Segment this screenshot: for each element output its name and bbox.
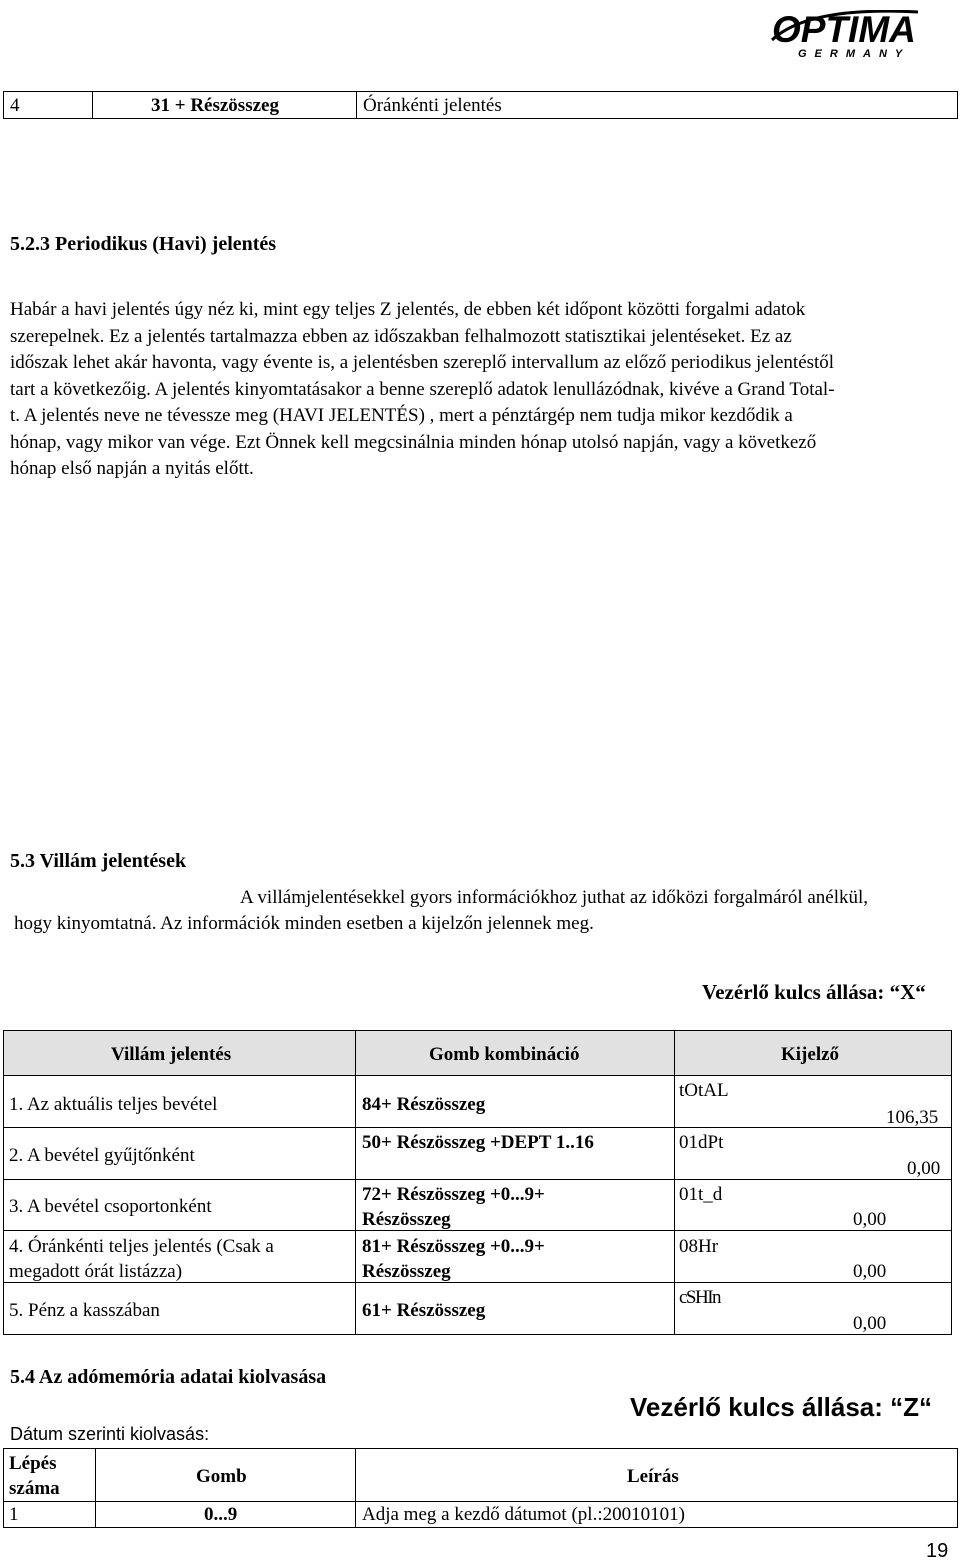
table-row-display: 08Hr bbox=[679, 1236, 719, 1257]
column-divider bbox=[355, 1031, 356, 1334]
paragraph-line: szerepelnek. Ez a jelentés tartalmazza ebben az időszakban felhalmozott statisztikai jelentéseket. Ez az bbox=[10, 325, 792, 347]
header-display: Kijelző bbox=[781, 1044, 840, 1065]
column-divider bbox=[957, 1448, 958, 1528]
table-row-name: 1. Az aktuális teljes bevétel bbox=[9, 1094, 218, 1115]
table-row-value: 106,35 bbox=[886, 1107, 939, 1128]
table-row-keys: Részösszeg bbox=[362, 1209, 451, 1230]
logo-subtitle: GERMANY bbox=[798, 48, 911, 60]
step-button: 0...9 bbox=[204, 1504, 238, 1525]
section-523-body bbox=[10, 297, 955, 483]
key-position-x: Vezérlő kulcs állása: “X“ bbox=[702, 980, 926, 1004]
logo-wordmark: OPTIMA bbox=[772, 9, 916, 50]
table-row-value: 0,00 bbox=[853, 1313, 887, 1334]
column-divider bbox=[95, 1448, 96, 1528]
row-divider bbox=[3, 1527, 958, 1528]
cell-divider bbox=[92, 92, 93, 118]
paragraph-line: hónap, vagy mikor van vége. Ezt Önnek kell megcsinálnia minden hónap utolsó napján, vagy a következő bbox=[10, 431, 817, 453]
table-row-value: 0,00 bbox=[853, 1209, 887, 1230]
row-divider bbox=[4, 1127, 951, 1128]
paragraph-line: időszak lehet akár havonta, vagy évente is, a jelentésben szereplő intervallum az előző periodikus jelentéstől bbox=[10, 352, 835, 373]
section-53-title: 5.3 Villám jelentések bbox=[10, 850, 187, 872]
table-row-keys: 84+ Részösszeg bbox=[362, 1094, 486, 1115]
header-step: száma bbox=[9, 1478, 60, 1499]
table-row-display: 01t_d bbox=[679, 1184, 723, 1205]
column-divider bbox=[355, 1448, 356, 1528]
header-description: Leírás bbox=[627, 1466, 679, 1487]
table-row-value: 0,00 bbox=[907, 1158, 941, 1179]
row-divider bbox=[4, 1230, 951, 1231]
section-53-line-1: A villámjelentésekkel gyors információkhoz juthat az időközi forgalmáról anélkül, bbox=[240, 887, 869, 908]
row-divider bbox=[4, 1179, 951, 1180]
table-row-name: 2. A bevétel gyűjtőnként bbox=[9, 1145, 195, 1166]
table-row-display: 01dPt bbox=[679, 1132, 724, 1153]
paragraph-line: tart a következőig. A jelentés kinyomtatásakor a benne szereplő adatok lenullázódnak, kivéve a Grand Total- bbox=[10, 378, 835, 400]
table-row-keys: 81+ Részösszeg +0...9+ bbox=[362, 1236, 545, 1257]
header-step: Lépés bbox=[9, 1453, 57, 1474]
paragraph-line: t. A jelentés neve ne tévessze meg (HAVI JELENTÉS) , mert a pénztárgép nem tudja mikor kezdődik a bbox=[10, 405, 793, 426]
table-row-display: tOtAL bbox=[679, 1080, 729, 1101]
optima-germany-logo bbox=[768, 10, 944, 60]
header-key-combination: Gomb kombináció bbox=[429, 1044, 580, 1065]
table-header bbox=[4, 1031, 951, 1076]
row-keys: 31 + Részösszeg bbox=[151, 95, 279, 116]
table-row-name: 3. A bevétel csoportonként bbox=[9, 1196, 212, 1217]
table-row-keys: Részösszeg bbox=[362, 1261, 451, 1282]
cell-divider bbox=[356, 92, 357, 118]
step-number: 1 bbox=[9, 1504, 19, 1525]
row-description: Óránkénti jelentés bbox=[363, 95, 502, 116]
row-number: 4 bbox=[10, 95, 20, 116]
table-row-keys: 50+ Részösszeg +DEPT 1..16 bbox=[362, 1132, 594, 1153]
report-row-4 bbox=[3, 91, 958, 119]
header-flash-report: Villám jelentés bbox=[111, 1044, 232, 1065]
table-row-keys: 61+ Részösszeg bbox=[362, 1300, 486, 1321]
page-number: 19 bbox=[926, 1540, 949, 1562]
paragraph-line: hónap első napján a nyitás előtt. bbox=[10, 458, 254, 479]
header-button: Gomb bbox=[196, 1466, 247, 1487]
table-row-name: 5. Pénz a kasszában bbox=[9, 1300, 160, 1321]
section-54-title: 5.4 Az adómemória adatai kiolvasása bbox=[10, 1366, 327, 1388]
section-523-title: 5.2.3 Periodikus (Havi) jelentés bbox=[10, 233, 277, 255]
key-position-z: Vezérlő kulcs állása: “Z“ bbox=[630, 1392, 933, 1422]
table-row-name: 4. Óránkénti teljes jelentés (Csak a bbox=[9, 1236, 274, 1257]
column-divider bbox=[674, 1031, 675, 1334]
table-row-display: cSHIn bbox=[679, 1287, 721, 1308]
date-readout-subtitle: Dátum szerinti kiolvasás: bbox=[10, 1424, 210, 1444]
step-description: Adja meg a kezdő dátumot (pl.:20010101) bbox=[362, 1504, 685, 1525]
table-row-name: megadott órát listázza) bbox=[9, 1261, 183, 1282]
date-readout-table bbox=[3, 1448, 958, 1528]
row-divider bbox=[3, 1448, 958, 1449]
flash-report-table bbox=[3, 1030, 952, 1335]
paragraph-line: Habár a havi jelentés úgy néz ki, mint egy teljes Z jelentés, de ebben két időpont közötti forgalmi adatok bbox=[10, 299, 806, 320]
table-row-value: 0,00 bbox=[853, 1261, 887, 1282]
section-53-line-2: hogy kinyomtatná. Az információk minden esetben a kijelzőn jelennek meg. bbox=[14, 913, 594, 934]
column-divider bbox=[3, 1448, 4, 1528]
table-row-keys: 72+ Részösszeg +0...9+ bbox=[362, 1184, 545, 1205]
